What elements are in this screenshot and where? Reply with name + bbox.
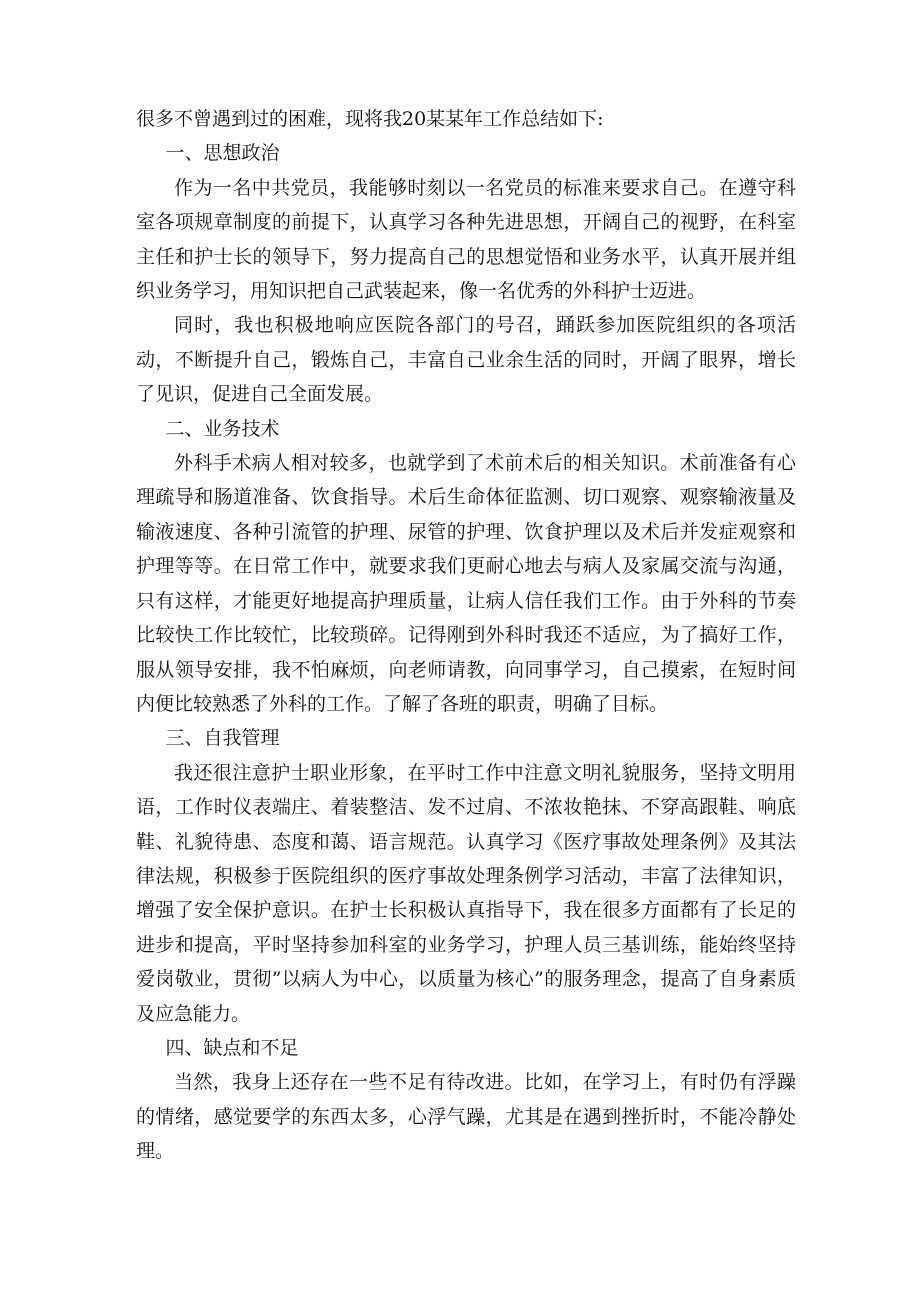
section-paragraph: 我还很注意护士职业形象，在平时工作中注意文明礼貌服务，坚持文明用语，工作时仪表端庄、着装整洁、发不过肩、不浓妆艳抹、不穿高跟鞋、响底鞋、礼貌待患、态度和蔼、语言规范。认真学习《医疗事故处理条例》及其法律法规，积极参于医院组织的医疗事故处理条例学习活动，丰富了法律知识，增强了安全保护意识。在护士长积极认真指导下，我在很多方面都有了长足的进步和提高，平时坚持参加科室的业务学习，护理人员三基训练，能始终坚持爱岗敬业，贯彻”以病人为中心，以质量为核心”的服务理念，提高了自身素质及应急能力。 xyxy=(136,761,796,1025)
section-heading-politics: 一、思想政治 xyxy=(165,142,280,165)
document-body xyxy=(136,102,796,1169)
section-paragraph: 同时，我也积极地响应医院各部门的号召，踊跃参加医院组织的各项活动，不断提升自己，锻炼自己，丰富自己业余生活的同时，开阔了眼界，增长了见识，促进自己全面发展。 xyxy=(136,314,796,406)
section-paragraph: 外科手术病人相对较多，也就学到了术前术后的相关知识。术前准备有心理疏导和肠道准备、饮食指导。术后生命体征监测、切口观察、观察输液量及输液速度、各种引流管的护理、尿管的护理、饮食护理以及术后并发症观察和护理等等。在日常工作中，就要求我们更耐心地去与病人及家属交流与沟通，只有这样，才能更好地提高护理质量，让病人信任我们工作。由于外科的节奏比较快工作比较忙，比较琐碎。记得刚到外科时我还不适应，为了搞好工作，服从领导安排，我不怕麻烦，向老师请教，向同事学习，自己摸索，在短时间内便比较熟悉了外科的工作。了解了各班的职责，明确了目标。 xyxy=(136,452,796,715)
intro-paragraph: 很多不曾遇到过的困难，现将我20某某年工作总结如下: xyxy=(136,108,604,130)
section-paragraph: 作为一名中共党员，我能够时刻以一名党员的标准来要求自己。在遵守科室各项规章制度的前提下，认真学习各种先进思想，开阔自己的视野，在科室主任和护士长的领导下，努力提高自己的思想觉悟和业务水平，认真开展并组织业务学习，用知识把自己武装起来，像一名优秀的外科护士迈进。 xyxy=(136,176,796,303)
section-heading-skills: 二、业务技术 xyxy=(165,417,280,440)
section-paragraph: 当然，我身上还存在一些不足有待改进。比如，在学习上，有时仍有浮躁的情绪，感觉要学的东西太多，心浮气躁，尤其是在遇到挫折时，不能冷静处理。 xyxy=(136,1071,796,1163)
section-heading-shortcomings: 四、缺点和不足 xyxy=(165,1036,299,1059)
section-heading-self-management: 三、自我管理 xyxy=(165,727,280,750)
